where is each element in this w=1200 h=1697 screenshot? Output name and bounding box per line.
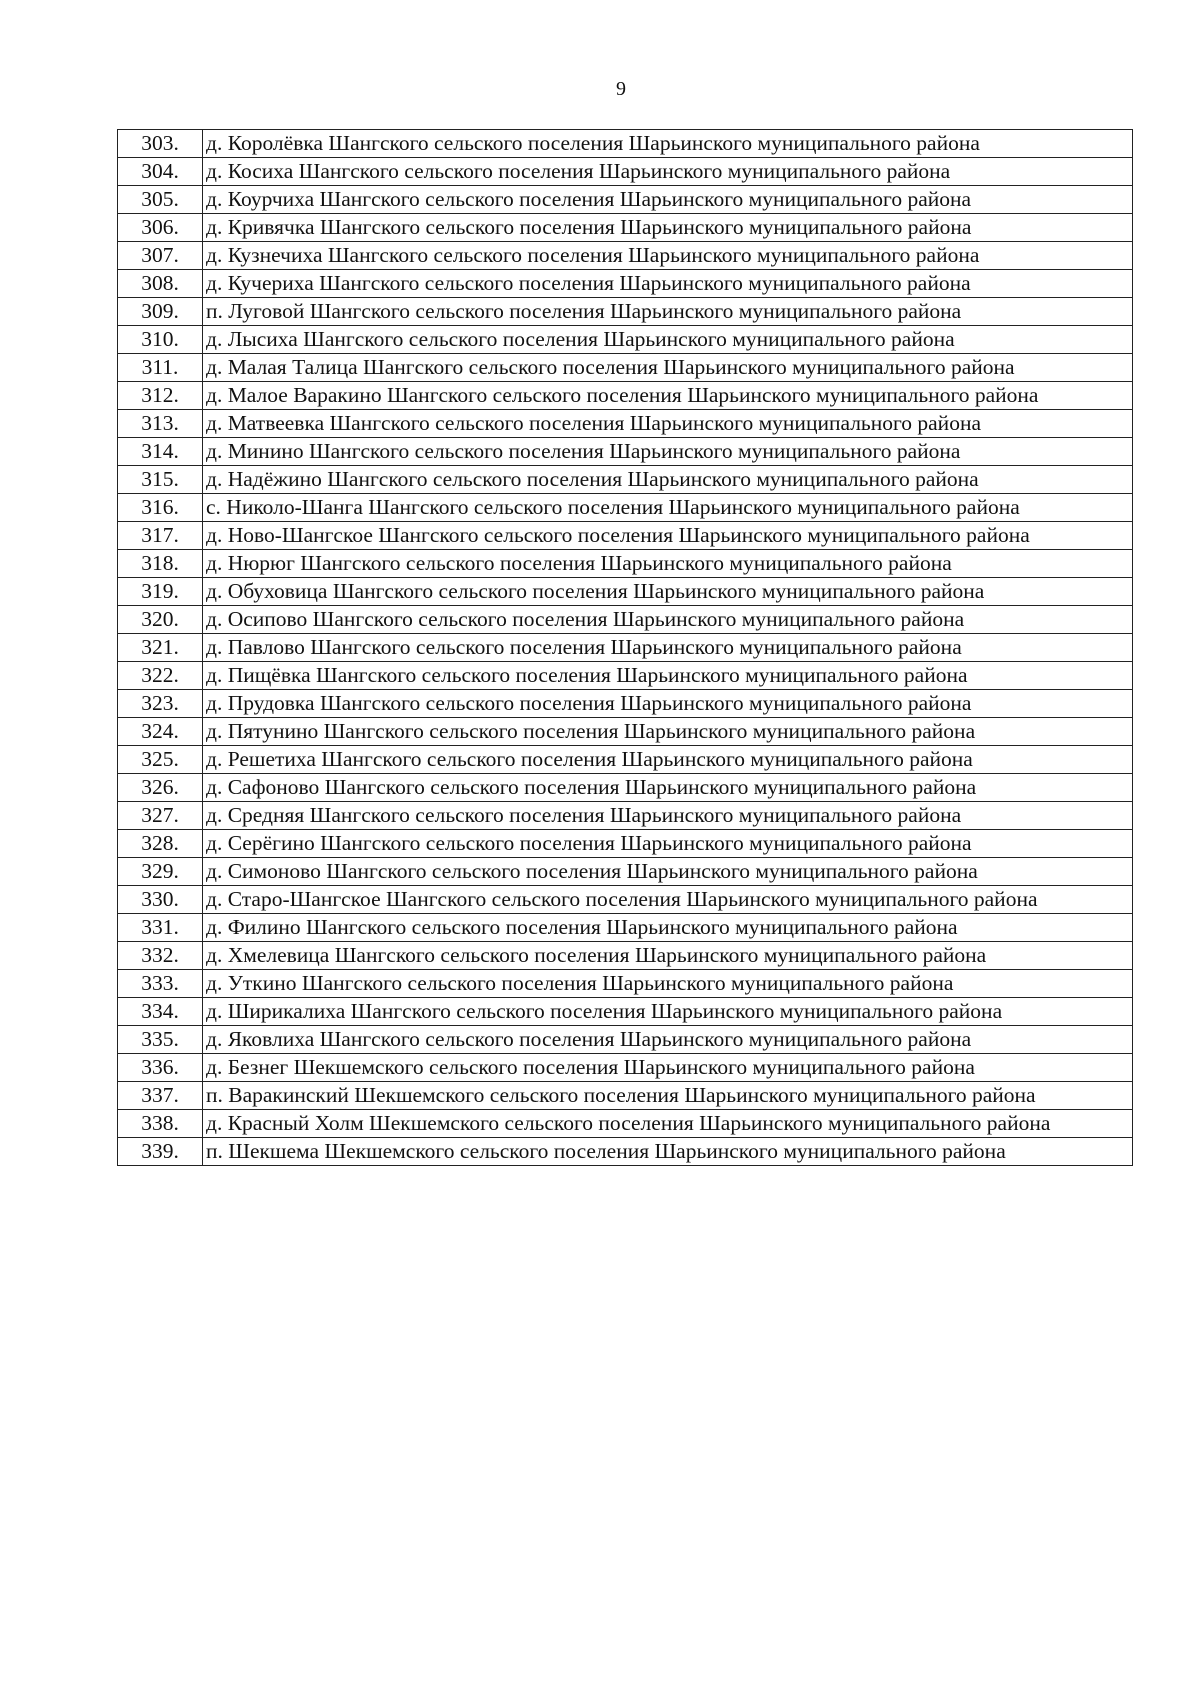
row-number: 323. [118, 690, 203, 718]
settlement-name: д. Минино Шангского сельского поселения Шарьинского муниципального района [203, 438, 1133, 466]
settlement-name: д. Красный Холм Шекшемского сельского поселения Шарьинского муниципального района [203, 1110, 1133, 1138]
table-row [118, 466, 1133, 494]
table-row [118, 578, 1133, 606]
settlement-name: д. Кривячка Шангского сельского поселения Шарьинского муниципального района [203, 214, 1133, 242]
page-number: 9 [616, 78, 626, 100]
table-row [118, 382, 1133, 410]
row-number: 310. [118, 326, 203, 354]
row-number: 303. [118, 130, 203, 158]
table-row [118, 914, 1133, 942]
row-number: 319. [118, 578, 203, 606]
table-row [118, 774, 1133, 802]
settlement-name: д. Нюрюг Шангского сельского поселения Шарьинского муниципального района [203, 550, 1133, 578]
row-number: 327. [118, 802, 203, 830]
settlement-name: д. Матвеевка Шангского сельского поселения Шарьинского муниципального района [203, 410, 1133, 438]
settlement-name: д. Обуховица Шангского сельского поселения Шарьинского муниципального района [203, 578, 1133, 606]
settlement-name: д. Решетиха Шангского сельского поселения Шарьинского муниципального района [203, 746, 1133, 774]
table-row [118, 1110, 1133, 1138]
table-row [118, 298, 1133, 326]
table-row [118, 1082, 1133, 1110]
row-number: 313. [118, 410, 203, 438]
table-row [118, 1138, 1133, 1166]
settlement-name: д. Пятунино Шангского сельского поселения Шарьинского муниципального района [203, 718, 1133, 746]
row-number: 315. [118, 466, 203, 494]
row-number: 305. [118, 186, 203, 214]
row-number: 336. [118, 1054, 203, 1082]
row-number: 321. [118, 634, 203, 662]
table-row [118, 158, 1133, 186]
settlement-name: д. Малая Талица Шангского сельского поселения Шарьинского муниципального района [203, 354, 1133, 382]
row-number: 316. [118, 494, 203, 522]
table-row [118, 354, 1133, 382]
table-row [118, 494, 1133, 522]
settlement-name: д. Осипово Шангского сельского поселения Шарьинского муниципального района [203, 606, 1133, 634]
settlement-name: с. Николо-Шанга Шангского сельского поселения Шарьинского муниципального района [203, 494, 1133, 522]
settlement-name: д. Ново-Шангское Шангского сельского поселения Шарьинского муниципального района [203, 522, 1133, 550]
table-row [118, 942, 1133, 970]
row-number: 338. [118, 1110, 203, 1138]
settlement-name: д. Серёгино Шангского сельского поселения Шарьинского муниципального района [203, 830, 1133, 858]
table-row [118, 270, 1133, 298]
row-number: 309. [118, 298, 203, 326]
table-row [118, 998, 1133, 1026]
table-row [118, 550, 1133, 578]
settlement-name: д. Хмелевица Шангского сельского поселения Шарьинского муниципального района [203, 942, 1133, 970]
settlement-name: п. Шекшема Шекшемского сельского поселения Шарьинского муниципального района [203, 1138, 1133, 1166]
settlement-name: д. Старо-Шангское Шангского сельского поселения Шарьинского муниципального района [203, 886, 1133, 914]
row-number: 311. [118, 354, 203, 382]
table-row [118, 634, 1133, 662]
table-row [118, 410, 1133, 438]
settlement-name: д. Сафоново Шангского сельского поселения Шарьинского муниципального района [203, 774, 1133, 802]
row-number: 307. [118, 242, 203, 270]
row-number: 333. [118, 970, 203, 998]
table-row [118, 1026, 1133, 1054]
settlement-name: д. Безнег Шекшемского сельского поселения Шарьинского муниципального района [203, 1054, 1133, 1082]
row-number: 317. [118, 522, 203, 550]
settlement-name: д. Ширикалиха Шангского сельского поселения Шарьинского муниципального района [203, 998, 1133, 1026]
settlement-name: д. Косиха Шангского сельского поселения Шарьинского муниципального района [203, 158, 1133, 186]
table-row [118, 746, 1133, 774]
table-row [118, 1054, 1133, 1082]
settlement-name: п. Варакинский Шекшемского сельского поселения Шарьинского муниципального района [203, 1082, 1133, 1110]
row-number: 318. [118, 550, 203, 578]
row-number: 322. [118, 662, 203, 690]
table-row [118, 718, 1133, 746]
settlement-name: д. Кузнечиха Шангского сельского поселения Шарьинского муниципального района [203, 242, 1133, 270]
row-number: 304. [118, 158, 203, 186]
settlement-name: п. Луговой Шангского сельского поселения Шарьинского муниципального района [203, 298, 1133, 326]
settlement-name: д. Лысиха Шангского сельского поселения Шарьинского муниципального района [203, 326, 1133, 354]
table-row [118, 970, 1133, 998]
settlement-name: д. Надёжино Шангского сельского поселения Шарьинского муниципального района [203, 466, 1133, 494]
table-row [118, 830, 1133, 858]
settlement-name: д. Яковлиха Шангского сельского поселения Шарьинского муниципального района [203, 1026, 1133, 1054]
row-number: 328. [118, 830, 203, 858]
settlement-name: д. Уткино Шангского сельского поселения Шарьинского муниципального района [203, 970, 1133, 998]
row-number: 306. [118, 214, 203, 242]
settlement-name: д. Кучериха Шангского сельского поселения Шарьинского муниципального района [203, 270, 1133, 298]
row-number: 325. [118, 746, 203, 774]
settlement-name: д. Коурчиха Шангского сельского поселения Шарьинского муниципального района [203, 186, 1133, 214]
row-number: 312. [118, 382, 203, 410]
table-row [118, 242, 1133, 270]
settlement-name: д. Филино Шангского сельского поселения Шарьинского муниципального района [203, 914, 1133, 942]
table-row [118, 662, 1133, 690]
row-number: 332. [118, 942, 203, 970]
table-row [118, 130, 1133, 158]
table-row [118, 606, 1133, 634]
row-number: 320. [118, 606, 203, 634]
settlement-name: д. Павлово Шангского сельского поселения Шарьинского муниципального района [203, 634, 1133, 662]
settlement-name: д. Прудовка Шангского сельского поселения Шарьинского муниципального района [203, 690, 1133, 718]
table-row [118, 886, 1133, 914]
row-number: 339. [118, 1138, 203, 1166]
row-number: 329. [118, 858, 203, 886]
table-row [118, 214, 1133, 242]
table-row [118, 802, 1133, 830]
row-number: 335. [118, 1026, 203, 1054]
settlements-table-body [118, 130, 1133, 1166]
settlement-name: д. Королёвка Шангского сельского поселения Шарьинского муниципального района [203, 130, 1133, 158]
row-number: 308. [118, 270, 203, 298]
row-number: 324. [118, 718, 203, 746]
settlement-name: д. Пищёвка Шангского сельского поселения Шарьинского муниципального района [203, 662, 1133, 690]
table-row [118, 522, 1133, 550]
table-row [118, 858, 1133, 886]
table-row [118, 326, 1133, 354]
settlement-name: д. Малое Варакино Шангского сельского поселения Шарьинского муниципального района [203, 382, 1133, 410]
settlements-table [117, 129, 1133, 1166]
row-number: 337. [118, 1082, 203, 1110]
settlement-name: д. Средняя Шангского сельского поселения Шарьинского муниципального района [203, 802, 1133, 830]
row-number: 314. [118, 438, 203, 466]
table-row [118, 186, 1133, 214]
row-number: 326. [118, 774, 203, 802]
row-number: 331. [118, 914, 203, 942]
table-row [118, 690, 1133, 718]
row-number: 334. [118, 998, 203, 1026]
settlement-name: д. Симоново Шангского сельского поселения Шарьинского муниципального района [203, 858, 1133, 886]
table-row [118, 438, 1133, 466]
row-number: 330. [118, 886, 203, 914]
